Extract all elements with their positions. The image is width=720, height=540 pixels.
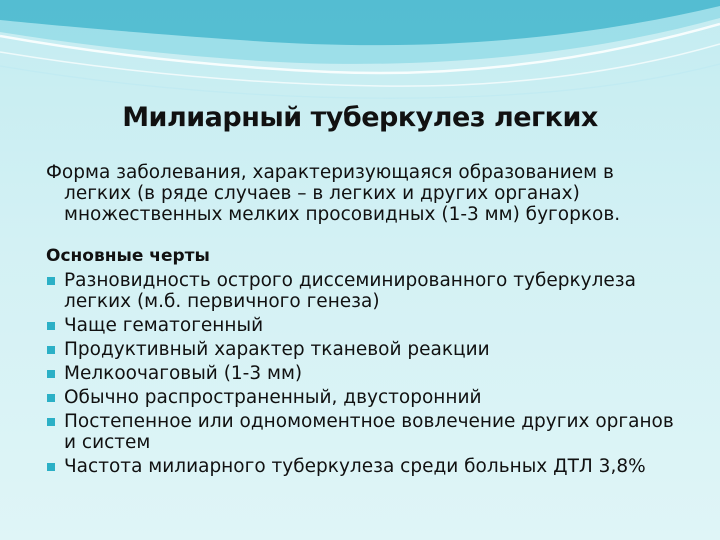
list-item-text: Мелкоочаговый (1-3 мм) — [64, 363, 303, 384]
feature-list — [46, 270, 676, 477]
slide-title: Милиарный туберкулез легких — [122, 102, 598, 133]
slide-body — [46, 162, 676, 480]
list-item — [46, 411, 676, 453]
square-bullet-icon — [47, 322, 55, 330]
list-item-text: Чаще гематогенный — [64, 315, 264, 336]
list-item-text: Постепенное или одномоментное вовлечение других органов и систем — [64, 411, 674, 453]
list-item — [46, 387, 676, 408]
square-bullet-icon — [47, 418, 55, 426]
list-item — [46, 456, 676, 477]
square-bullet-icon — [47, 463, 55, 471]
list-item-text: Частота милиарного туберкулеза среди больных ДТЛ 3,8% — [64, 456, 646, 477]
square-bullet-icon — [47, 346, 55, 354]
square-bullet-icon — [47, 277, 55, 285]
list-item — [46, 315, 676, 336]
list-item — [46, 270, 676, 312]
list-item-text: Обычно распространенный, двусторонний — [64, 387, 482, 408]
intro-paragraph: Форма заболевания, характеризующаяся образованием в легких (в ряде случаев – в легких и других органах) множественных мелких просовидных (1-3 мм) бугорков. — [46, 162, 621, 225]
list-item-text: Разновидность острого диссеминированного туберкулеза легких (м.б. первичного генеза) — [64, 270, 636, 312]
decorative-waves — [0, 0, 720, 110]
list-item — [46, 363, 676, 384]
square-bullet-icon — [47, 394, 55, 402]
square-bullet-icon — [47, 370, 55, 378]
list-item — [46, 339, 676, 360]
section-heading: Основные черты — [46, 246, 210, 266]
list-item-text: Продуктивный характер тканевой реакции — [64, 339, 490, 360]
